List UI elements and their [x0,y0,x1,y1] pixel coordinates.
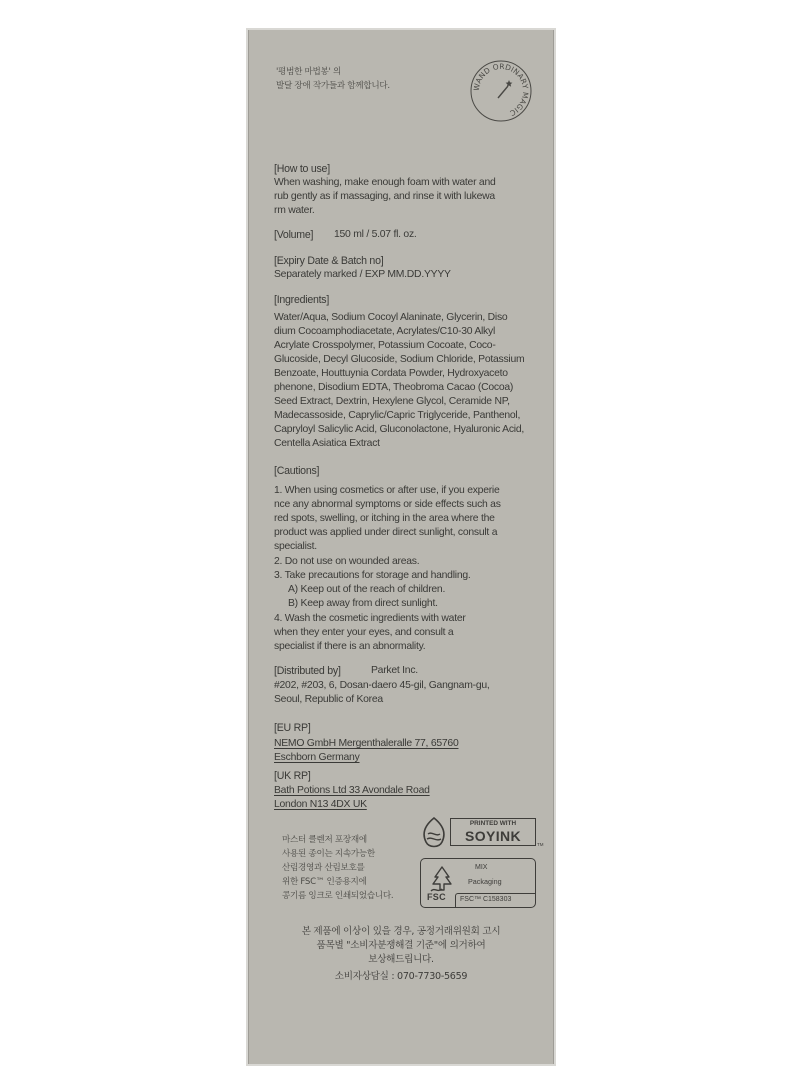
uk-rp-address-line: London N13 4DX UK [274,799,367,810]
cautions-line: nce any abnormal symptoms or side effects such as [274,499,501,510]
cautions-line: 1. When using cosmetics or after use, if you experie [274,485,500,496]
consumer-notice-line: 품목별 "소비자분쟁해결 기준"에 의거하여 [316,940,486,951]
uk-rp-address-line: Bath Potions Ltd 33 Avondale Road [274,785,430,796]
magic-wand-icon [498,80,512,98]
ingredients-line: Centella Asiatica Extract [274,438,380,449]
soybean-icon [420,816,448,852]
expiry-value: Separately marked / EXP MM.DD.YYYY [274,269,451,280]
seal-text: WAND ORDINARY MAGIC [471,61,531,118]
volume-heading: [Volume] [274,229,314,241]
uk-rp-heading: [UK RP] [274,770,311,782]
cautions-line: 3. Take precautions for storage and handling. [274,570,471,581]
ingredients-line: Glucoside, Decyl Glucoside, Sodium Chloride, Potassium [274,354,525,365]
cautions-line: A) Keep out of the reach of children. [288,584,446,595]
fsc-note-line: 콩기름 잉크로 인쇄되었습니다. [282,891,394,901]
svg-text:WAND ORDINARY MAGIC [472,62,530,118]
eu-rp-address-line: NEMO GmbH Mergenthaleralle 77, 65760 [274,738,459,749]
distributed-address-line: Seoul, Republic of Korea [274,694,383,705]
how-to-use-line: rm water. [274,205,315,216]
eu-rp-address-line: Eschborn Germany [274,752,360,763]
how-to-use-heading: [How to use] [274,163,330,175]
fsc-note-line: 사용된 종이는 지속가능한 [282,849,375,859]
ingredients-line: Water/Aqua, Sodium Cocoyl Alaninate, Glycerin, Diso [274,312,508,323]
cautions-line: B) Keep away from direct sunlight. [288,598,438,609]
distributed-name: Parket Inc. [371,665,418,676]
volume-value: 150 ml / 5.07 fl. oz. [334,229,417,240]
ingredients-line: dium Cocoamphodiacetate, Acrylates/C10-30 Alkyl [274,326,496,337]
fsc-logo [420,858,536,908]
distributed-address-line: #202, #203, 6, Dosan-daero 45-gil, Gangnam-gu, [274,680,490,691]
cautions-line: specialist if there is an abnormality. [274,641,426,652]
cautions-line: red spots, swelling, or itching in the area where the [274,513,495,524]
brand-slogan-line1: '평범한 마법봉' 의 [276,67,341,77]
fsc-code: FSC™ C158303 [460,896,512,903]
eu-rp-heading: [EU RP] [274,722,311,734]
consumer-notice-line: 본 제품에 이상이 있을 경우, 공정거래위원회 고시 [301,926,501,937]
distributed-heading: [Distributed by] [274,665,341,677]
fsc-mix: MIX [475,864,488,871]
how-to-use-line: When washing, make enough foam with water and [274,177,496,188]
how-to-use-line: rub gently as if massaging, and rinse it with lukewa [274,191,495,202]
ingredients-line: Seed Extract, Dextrin, Hexylene Glycol, Ceramide NP, [274,396,510,407]
fsc-packaging: Packaging [468,877,502,886]
ingredients-line: Acrylate Crosspolymer, Potassium Cocoate, Coco- [274,340,496,351]
ingredients-line: phenone, Disodium EDTA, Theobroma Cacao (Cocoa) [274,382,514,393]
ingredients-line: Capryloyl Salicylic Acid, Gluconolactone, Hyaluronic Acid, [274,424,525,435]
soyink-frame [450,818,536,846]
soyink-main-text: SOYINK [464,828,522,844]
consumer-notice-line: 보상해드립니다. [368,954,434,965]
cautions-line: when they enter your eyes, and consult a [274,627,454,638]
consumer-contact: 소비자상담실 : 070-7730-5659 [334,971,468,982]
expiry-heading: [Expiry Date & Batch no] [274,255,384,267]
brand-slogan-line2: 발달 장애 작가들과 함께합니다. [276,81,390,91]
soyink-logo [420,814,544,854]
magic-wand-seal-icon [468,58,534,124]
cautions-line: product was applied under direct sunlight, consult a [274,527,498,538]
cautions-line: 2. Do not use on wounded areas. [274,556,420,567]
fsc-note-line: 위한 FSC™ 인증용지에 [282,877,367,887]
fsc-note-line: 마스터 클렌저 포장재에 [282,835,367,845]
soyink-top-text: PRINTED WITH [469,820,517,827]
cautions-heading: [Cautions] [274,465,320,477]
ingredients-line: Madecassoside, Caprylic/Capric Triglyceride, Panthenol, [274,410,521,421]
fsc-code-box [455,893,535,907]
fsc-mark: FSC [427,892,446,902]
fsc-note-line: 산림경영과 산림보호를 [282,863,365,873]
ingredients-line: Benzoate, Houttuynia Cordata Powder, Hydroxyaceto [274,368,508,379]
ingredients-heading: [Ingredients] [274,294,330,306]
cautions-line: 4. Wash the cosmetic ingredients with water [274,613,466,624]
cautions-line: specialist. [274,541,317,552]
soyink-tm: TM [537,842,544,847]
